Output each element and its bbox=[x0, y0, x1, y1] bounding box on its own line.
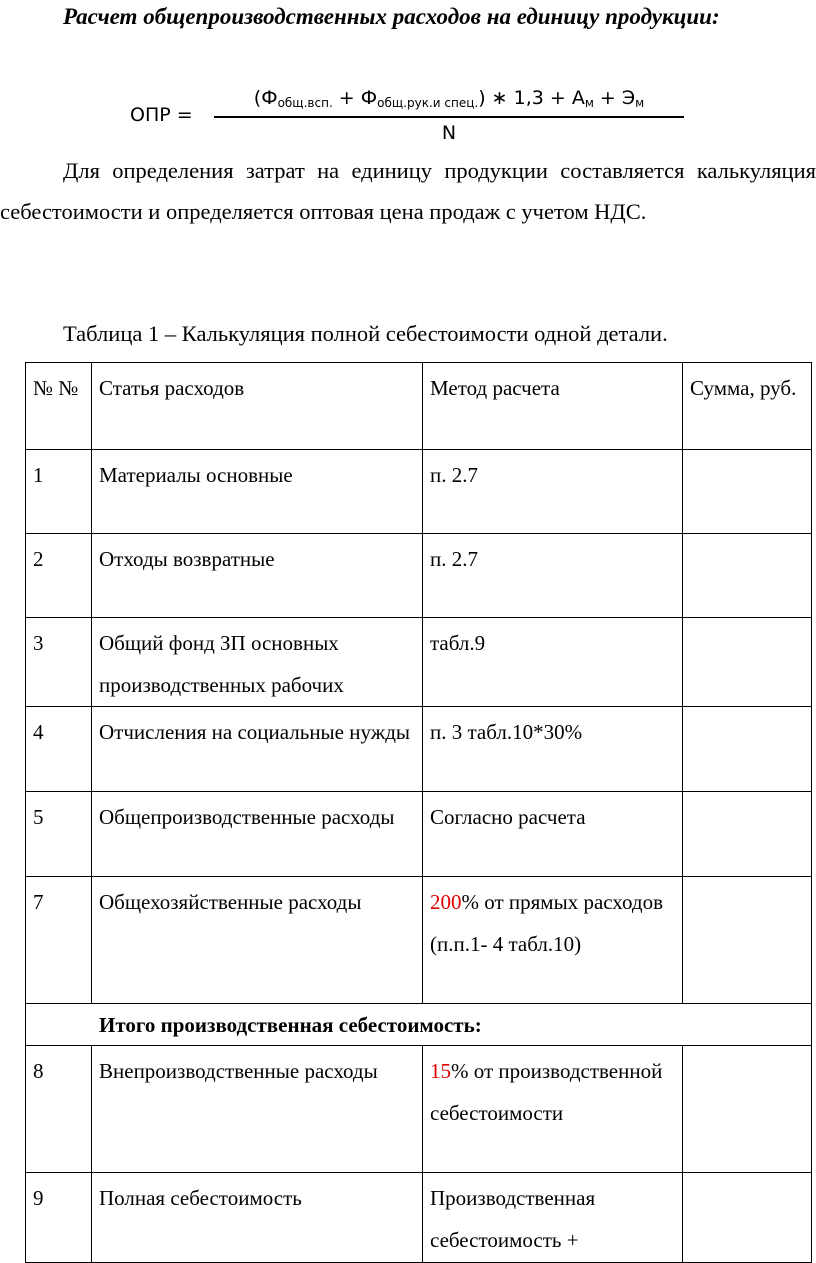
row-num: 7 bbox=[26, 877, 92, 1004]
section-heading: Расчет общепроизводственных расходов на единицу продукции: bbox=[63, 4, 720, 29]
row-item: Отходы возвратные bbox=[92, 534, 423, 618]
row-item: Общепроизводственные расходы bbox=[92, 792, 423, 877]
formula-lhs: ОПР = bbox=[130, 104, 193, 126]
row-num: 9 bbox=[26, 1173, 92, 1263]
row-method: п. 3 табл.10*30% bbox=[423, 707, 683, 792]
row-sum bbox=[683, 1173, 812, 1263]
row-sum bbox=[683, 877, 812, 1004]
fraction-bar bbox=[214, 116, 684, 118]
method-percent-value: 15 bbox=[430, 1059, 451, 1083]
opr-formula bbox=[130, 82, 690, 152]
row-item: Материалы основные bbox=[92, 450, 423, 534]
row-num: 8 bbox=[26, 1046, 92, 1173]
header-num: № № bbox=[26, 363, 92, 450]
table-row bbox=[26, 707, 812, 792]
row-num: 4 bbox=[26, 707, 92, 792]
row-sum bbox=[683, 792, 812, 877]
row-sum bbox=[683, 707, 812, 792]
formula-denominator: N bbox=[441, 122, 457, 144]
header-sum: Сумма, руб. bbox=[683, 363, 812, 450]
table-row bbox=[26, 534, 812, 618]
row-method bbox=[423, 877, 683, 1004]
row-sum bbox=[683, 618, 812, 707]
subtotal-label: Итого производственная себестоимость: bbox=[26, 1004, 812, 1046]
row-item: Отчисления на социальные нужды bbox=[92, 707, 423, 792]
row-item: Полная себестоимость bbox=[92, 1173, 423, 1263]
row-item: Внепроизводственные расходы bbox=[92, 1046, 423, 1173]
method-percent-value: 200 bbox=[430, 890, 462, 914]
row-sum bbox=[683, 534, 812, 618]
row-method: табл.9 bbox=[423, 618, 683, 707]
table-header-row bbox=[26, 363, 812, 450]
row-method: Производственная себестоимость + bbox=[423, 1173, 683, 1263]
body-paragraph: Для определения затрат на единицу продукции составляется калькуляция себестоимости и определяется оптовая цена продаж с учетом НДС. bbox=[0, 158, 816, 224]
formula-fraction bbox=[214, 82, 684, 145]
table-row bbox=[26, 877, 812, 1004]
row-sum bbox=[683, 1046, 812, 1173]
header-item: Статья расходов bbox=[92, 363, 423, 450]
row-num: 3 bbox=[26, 618, 92, 707]
row-item: Общий фонд ЗП основных производственных рабочих bbox=[92, 618, 423, 707]
table-row bbox=[26, 618, 812, 707]
table-row bbox=[26, 1046, 812, 1173]
method-text: % от производственной себестоимости bbox=[430, 1059, 663, 1125]
row-num: 2 bbox=[26, 534, 92, 618]
method-text: % от прямых расходов (п.п.1- 4 табл.10) bbox=[430, 890, 663, 956]
table-row bbox=[26, 450, 812, 534]
cost-calculation-table bbox=[25, 362, 812, 1263]
header-method: Метод расчета bbox=[423, 363, 683, 450]
row-method bbox=[423, 1046, 683, 1173]
row-num: 5 bbox=[26, 792, 92, 877]
row-method: п. 2.7 bbox=[423, 450, 683, 534]
row-method: Согласно расчета bbox=[423, 792, 683, 877]
row-sum bbox=[683, 450, 812, 534]
table-caption: Таблица 1 – Калькуляция полной себестоимости одной детали. bbox=[63, 321, 668, 346]
subtotal-row bbox=[26, 1004, 812, 1046]
row-item: Общехозяйственные расходы bbox=[92, 877, 423, 1004]
table-row bbox=[26, 792, 812, 877]
row-num: 1 bbox=[26, 450, 92, 534]
formula-numerator: $(Ф_{общ.всп.} + Ф_{общ.рук.и спец.})$ ∗ $1,3 + А_м + Э_м$ bbox=[253, 87, 645, 110]
table-row bbox=[26, 1173, 812, 1263]
row-method: п. 2.7 bbox=[423, 534, 683, 618]
